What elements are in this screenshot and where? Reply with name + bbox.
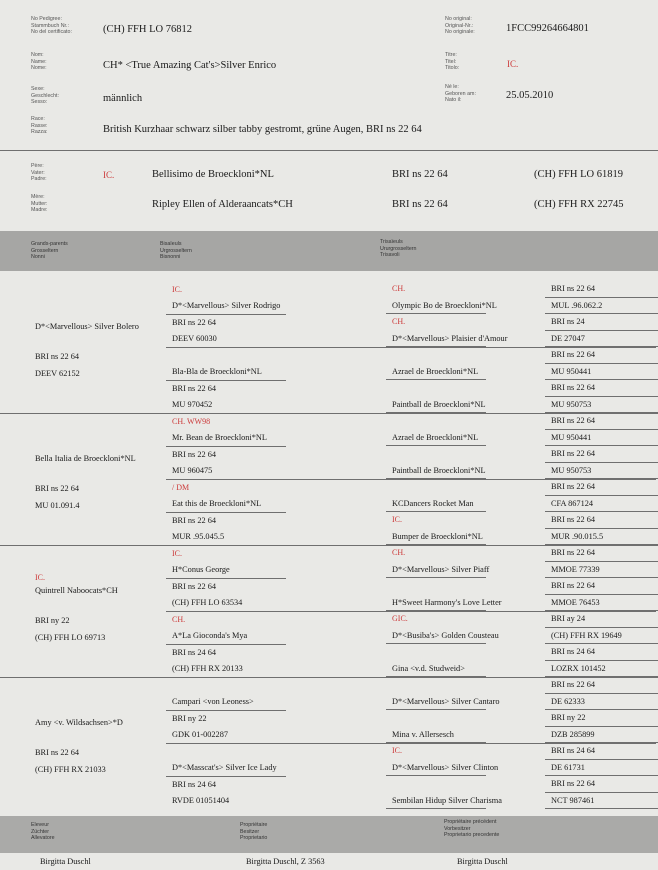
gg-grandparent-underline <box>386 313 486 314</box>
breeder-label: Eleveur Züchter Allevatore <box>31 822 55 842</box>
gg-grandparent-separator <box>545 330 658 331</box>
dam-name: Ripley Ellen of Alderaancats*CH <box>152 199 293 210</box>
grandparent-separator <box>0 677 658 678</box>
gg-grandparent-underline <box>386 709 486 710</box>
great-grandparent-ems: BRI ns 24 64 <box>172 780 217 789</box>
gg-grandparent-separator <box>545 462 658 463</box>
gg-grandparent-separator <box>545 528 658 529</box>
sire-ems: BRI ns 22 64 <box>392 169 448 180</box>
gg-grandparent-name: Gina <v.d. Studweid> <box>392 664 465 673</box>
gg-grandparent-name: Azrael de Broeckloni*NL <box>392 433 479 442</box>
pedigree-header-band <box>0 231 658 271</box>
gg-grandparent-ems: BRI ay 24 <box>551 614 586 623</box>
gg-grandparent-registration: MMOE 77339 <box>551 565 600 574</box>
grandparent-registration: (CH) FFH LO 69713 <box>35 633 106 642</box>
gg-grandparent-underline <box>386 775 486 776</box>
gg-grandparent-separator <box>545 643 658 644</box>
great-grandparent-ems: BRI ns 22 64 <box>172 450 217 459</box>
great-grandparent-name: D*<Masscat's> Silver Ice Lady <box>172 763 277 772</box>
great-grandparent-ems: BRI ns 24 64 <box>172 648 217 657</box>
gg-grandparent-separator <box>545 709 658 710</box>
gg-grandparent-underline <box>386 808 486 809</box>
sire-label: Père: Vater: Padre: <box>31 163 47 183</box>
dam-registration: (CH) FFH RX 22745 <box>534 199 624 210</box>
grandparent-ems: BRI ns 22 64 <box>35 748 80 757</box>
previous-owner-label: Propriétaire précédent Vorbesitzer Proprietario precedente <box>444 819 500 839</box>
great-grandparent-registration: GDK 01-002287 <box>172 730 228 739</box>
gg-grandparent-ems: BRI ns 22 64 <box>551 416 596 425</box>
gg-grandparent-separator <box>545 379 658 380</box>
gg-grandparent-name: KCDancers Rocket Man <box>392 499 474 508</box>
original-number-label: No original: Original-Nr.: No originale: <box>445 16 475 36</box>
great-grandparent-registration: DEEV 60030 <box>172 334 217 343</box>
original-number: 1FCC99264664801 <box>506 23 589 34</box>
grandparent-registration: (CH) FFH RX 21033 <box>35 765 106 774</box>
gg-grandparent-underline <box>386 643 486 644</box>
gg-grandparent-registration: NCT 987461 <box>551 796 595 805</box>
gg-grandparent-ems: BRI ns 22 64 <box>551 449 596 458</box>
great-grandparent-underline <box>166 578 286 579</box>
footer-band <box>0 816 658 853</box>
great-grandparent-registration: MU 960475 <box>172 466 213 475</box>
great-grandparent-ems: BRI ns 22 64 <box>172 318 217 327</box>
gg-grandparent-ems: BRI ns 22 64 <box>551 350 596 359</box>
great-grandparent-ems: BRI ny 22 <box>172 714 207 723</box>
gg-grandparent-registration: MU 950441 <box>551 367 592 376</box>
great-grandparent-title: / DM <box>172 483 190 492</box>
great-grandparent-name: Mr. Bean de Broeckloni*NL <box>172 433 267 442</box>
great-grandparent-underline <box>166 710 286 711</box>
gg-grandparent-separator <box>545 561 658 562</box>
gg-grandparent-underline <box>386 511 486 512</box>
great-grandparent-underline <box>166 776 286 777</box>
gg-grandparent-registration: LOZRX 101452 <box>551 664 606 673</box>
gg-grandparent-separator <box>545 363 658 364</box>
gg-grandparent-separator <box>545 627 658 628</box>
gg-grandparent-title: CH. <box>392 317 406 326</box>
gg-grandparent-registration: MU 950753 <box>551 466 592 475</box>
gg-grandparent-title: IC. <box>392 515 402 524</box>
gg-grandparent-name: Paintball de Broeckloni*NL <box>392 466 486 475</box>
owner-label: Propriétaire Besitzer Proprietario <box>240 822 268 842</box>
gg-grandparent-separator <box>545 775 658 776</box>
gg-grandparent-name: H*Sweet Harmony's Love Letter <box>392 598 502 607</box>
grandparent-separator <box>0 413 658 414</box>
gg-grandparent-ems: BRI ns 24 64 <box>551 746 596 755</box>
great-grandparent-name: Eat this de Broeckloni*NL <box>172 499 262 508</box>
great-grandparents-heading: Bisaïeuls Urgrosseltern Bisnonni <box>160 241 192 261</box>
great-grandparent-name: Campari <von Leoness> <box>172 697 254 706</box>
gg-grandparent-separator <box>545 693 658 694</box>
great-grandparent-title: IC. <box>172 285 182 294</box>
gg-grandparent-separator <box>545 660 658 661</box>
gg-grandparent-registration: (CH) FFH RX 19649 <box>551 631 622 640</box>
cat-title: IC. <box>507 59 519 69</box>
birth-date-label: Né le: Geboren am: Nato il: <box>445 84 476 104</box>
cat-name-label: Nom: Name: Nome: <box>31 52 47 72</box>
great-grandparent-separator <box>166 479 656 480</box>
great-grandparent-ems: BRI ns 22 64 <box>172 582 217 591</box>
gg-grandparent-separator <box>545 396 658 397</box>
great-grandparent-title: CH. <box>172 615 186 624</box>
sex-value: männlich <box>103 93 143 104</box>
great-grandparent-ems: BRI ns 22 64 <box>172 384 217 393</box>
gg-grandparent-title: CH. <box>392 284 406 293</box>
gg-grandparent-ems: BRI ns 24 64 <box>551 647 596 656</box>
great-grandparent-underline <box>166 314 286 315</box>
gg-grandparent-name: Olympic Bo de Broeckloni*NL <box>392 301 497 310</box>
grandparent-name: Quintrell Naboocats*CH <box>35 586 118 595</box>
gg-grandparent-ems: BRI ns 22 64 <box>551 581 596 590</box>
gg-grandparent-separator <box>545 808 658 809</box>
great-grandparent-underline <box>166 644 286 645</box>
sire-title: IC. <box>103 170 115 180</box>
gg-grandparent-separator <box>545 511 658 512</box>
grandparent-name: Amy <v. Wildsachsen>*D <box>35 718 123 727</box>
gg-grandparent-name: D*<Marvellous> Silver Cantaro <box>392 697 500 706</box>
gg-grandparent-ems: BRI ns 22 64 <box>551 680 596 689</box>
grandparents-heading: Grands-parents Grosseltern Nonni <box>31 241 68 261</box>
gg-grandparent-registration: MU 950441 <box>551 433 592 442</box>
gg-grandparent-registration: MMOE 76453 <box>551 598 600 607</box>
gg-grandparent-registration: MUL .96.062.2 <box>551 301 603 310</box>
gg-grandparent-separator <box>545 759 658 760</box>
gg-grandparent-registration: MU 950753 <box>551 400 592 409</box>
gg-grandparent-separator <box>545 594 658 595</box>
owner-name: Birgitta Duschl, Z 3563 <box>246 857 325 866</box>
great-grandparent-registration: (CH) FFH LO 63534 <box>172 598 243 607</box>
gg-grandparent-ems: BRI ny 22 <box>551 713 586 722</box>
grandparent-ems: BRI ns 22 64 <box>35 484 80 493</box>
gg-grandparent-ems: BRI ns 22 64 <box>551 482 596 491</box>
grandparent-separator <box>0 545 658 546</box>
gg-grandparent-registration: DZB 285899 <box>551 730 595 739</box>
gg-grandparent-separator <box>545 495 658 496</box>
gg-grandparent-name: Mina v. Allersesch <box>392 730 454 739</box>
gg-grandparent-name: D*<Busiba's> Golden Cousteau <box>392 631 499 640</box>
sex-label: Sexe: Geschlecht: Sesso: <box>31 86 59 106</box>
divider <box>0 150 658 151</box>
gg-grandparent-registration: DE 62333 <box>551 697 585 706</box>
registration-number: (CH) FFH LO 76812 <box>103 24 192 35</box>
grandparent-title: IC. <box>35 573 45 582</box>
gg-grandparent-registration: CFA 867124 <box>551 499 594 508</box>
gg-grandparent-name: Azrael de Broeckloni*NL <box>392 367 479 376</box>
great-grandparent-name: H*Conus George <box>172 565 230 574</box>
grandparent-name: Bella Italia de Broeckloni*NL <box>35 454 136 463</box>
great-grandparent-underline <box>166 512 286 513</box>
registration-number-label: No Pedigree: Stammbuch Nr.: No del certificato: <box>31 16 72 36</box>
great-grandparent-name: D*<Marvellous> Silver Rodrigo <box>172 301 281 310</box>
gg-grandparent-separator <box>545 313 658 314</box>
grandparent-registration: MU 01.091.4 <box>35 501 80 510</box>
gg-grandparent-name: D*<Marvellous> Plaisier d'Amour <box>392 334 508 343</box>
previous-owner-name: Birgitta Duschl <box>457 857 508 866</box>
great-grandparent-name: A*La Gioconda's Mya <box>172 631 248 640</box>
dam-label: Mère: Mutter: Madre: <box>31 194 48 214</box>
grandparent-ems: BRI ny 22 <box>35 616 70 625</box>
breed-label: Race: Rasse: Razza: <box>31 116 48 136</box>
gg-grandparent-title: CH. <box>392 548 406 557</box>
great-grandparent-separator <box>166 347 656 348</box>
gg-grandparent-underline <box>386 445 486 446</box>
gg-grandparents-heading: Trisaïeuls Ururgrosseltern Trisavoli <box>380 239 417 259</box>
gg-grandparent-ems: BRI ns 22 64 <box>551 548 596 557</box>
great-grandparent-title: IC. <box>172 549 182 558</box>
gg-grandparent-separator <box>545 297 658 298</box>
gg-grandparent-separator <box>545 429 658 430</box>
gg-grandparent-registration: DE 61731 <box>551 763 585 772</box>
gg-grandparent-ems: BRI ns 24 <box>551 317 585 326</box>
breeder-name: Birgitta Duschl <box>40 857 91 866</box>
title-label: Titre: Titel: Titolo: <box>445 52 460 72</box>
gg-grandparent-separator <box>545 726 658 727</box>
gg-grandparent-name: D*<Marvellous> Silver Clinton <box>392 763 499 772</box>
dam-ems: BRI ns 22 64 <box>392 199 448 210</box>
great-grandparent-registration: MUR .95.045.5 <box>172 532 225 541</box>
gg-grandparent-title: IC. <box>392 746 402 755</box>
sire-name: Bellisimo de Broeckloni*NL <box>152 169 274 180</box>
great-grandparent-underline <box>166 446 286 447</box>
gg-grandparent-ems: BRI ns 22 64 <box>551 515 596 524</box>
gg-grandparent-name: D*<Marvellous> Silver Piaff <box>392 565 490 574</box>
gg-grandparent-name: Paintball de Broeckloni*NL <box>392 400 486 409</box>
grandparent-ems: BRI ns 22 64 <box>35 352 80 361</box>
gg-grandparent-separator <box>545 792 658 793</box>
gg-grandparent-underline <box>386 577 486 578</box>
great-grandparent-registration: MU 970452 <box>172 400 213 409</box>
great-grandparent-registration: RVDE 01051404 <box>172 796 230 805</box>
great-grandparent-separator <box>166 611 656 612</box>
gg-grandparent-ems: BRI ns 22 64 <box>551 284 596 293</box>
gg-grandparent-underline <box>386 379 486 380</box>
great-grandparent-underline <box>166 380 286 381</box>
gg-grandparent-registration: DE 27047 <box>551 334 585 343</box>
gg-grandparent-registration: MUR .90.015.5 <box>551 532 604 541</box>
gg-grandparent-ems: BRI ns 22 64 <box>551 779 596 788</box>
great-grandparent-name: Bla-Bla de Broeckloni*NL <box>172 367 262 376</box>
birth-date: 25.05.2010 <box>506 90 554 101</box>
gg-grandparent-name: Bumper de Broeckloni*NL <box>392 532 483 541</box>
gg-grandparent-separator <box>545 445 658 446</box>
grandparent-name: D*<Marvellous> Silver Bolero <box>35 322 139 331</box>
grandparent-registration: DEEV 62152 <box>35 369 80 378</box>
great-grandparent-separator <box>166 743 656 744</box>
breed-description: British Kurzhaar schwarz silber tabby gestromt, grüne Augen, BRI ns 22 64 <box>103 124 422 135</box>
cat-name: CH* <True Amazing Cat's>Silver Enrico <box>103 60 277 71</box>
sire-registration: (CH) FFH LO 61819 <box>534 169 623 180</box>
gg-grandparent-title: GIC. <box>392 614 408 623</box>
great-grandparent-ems: BRI ns 22 64 <box>172 516 217 525</box>
great-grandparent-title: CH. WW98 <box>172 417 211 426</box>
great-grandparent-registration: (CH) FFH RX 20133 <box>172 664 243 673</box>
gg-grandparent-ems: BRI ns 22 64 <box>551 383 596 392</box>
gg-grandparent-name: Sembilan Hidup Silver Charisma <box>392 796 502 805</box>
gg-grandparent-separator <box>545 577 658 578</box>
